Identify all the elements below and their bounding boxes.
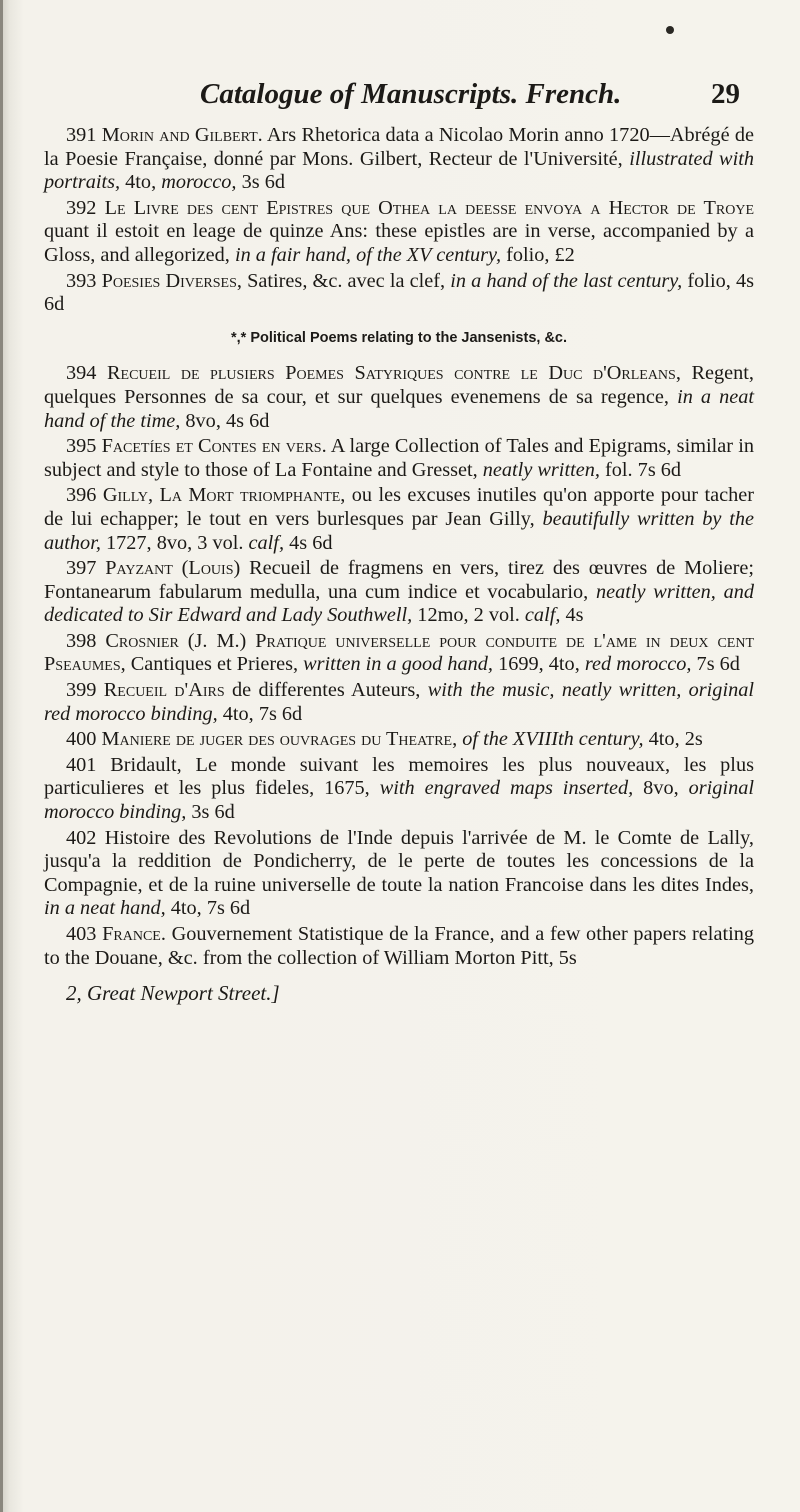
entry-tail-2: 3s 6d [236, 171, 285, 194]
entry-heading: Recueil de plusiers Poemes Satyriques contre le Duc d'Orleans, [106, 362, 681, 385]
entry-tail: 8vo, [633, 777, 689, 800]
entry-text: Recueil de fragmens en vers, tirez des œuvres de Moliere; Fontanearum fabularum medulla, una cum indice et vocabulario, [44, 557, 754, 603]
entry-number: 398 [66, 629, 97, 652]
entry-number: 397 [66, 557, 97, 580]
entry-heading: Recueil d'Airs [103, 679, 225, 702]
entry-number: 402 [66, 826, 97, 849]
catalogue-entry [44, 124, 754, 195]
entry-text: quant il estoit en leage de quinze Ans: these epistles are in verse, accompanied by a Gloss, and allegorized, [44, 220, 754, 266]
entry-tail-2: 4s 6d [284, 531, 333, 554]
entry-number: 391 [66, 124, 97, 146]
entry-heading: Gilly, La Mort triomphante, [102, 484, 346, 507]
catalogue-entry [44, 270, 754, 317]
entry-tail: 1727, 8vo, 3 vol. [100, 531, 249, 554]
entry-italic-2: calf, [248, 531, 285, 554]
entry-heading: France. [102, 923, 166, 945]
entry-text: Cantiques et Prieres, [125, 653, 304, 676]
section-note: *,* Political Poems relating to the Jansenists, &c. [230, 329, 568, 346]
entry-text: de differentes Auteurs, [224, 679, 428, 702]
entry-tail: 8vo, 4s 6d [180, 409, 270, 432]
entry-tail: fol. 7s 6d [599, 458, 682, 481]
entry-tail: folio, £2 [501, 243, 575, 266]
entry-heading: Payzant (Louis) [105, 557, 241, 580]
entry-number: 392 [66, 196, 97, 219]
entry-heading: Le Livre des cent Epistres que Othea la deesse envoya a Hector de Troye [104, 196, 754, 219]
entry-heading: Poesies Diverses, [101, 269, 242, 292]
entry-number: 400 [66, 728, 97, 751]
entry-italic: of the XVIIIth century, [462, 728, 644, 751]
entry-italic-2: red morocco, [584, 653, 692, 676]
header-title: Catalogue of Manuscripts. French. [200, 78, 622, 110]
entries-group-1 [44, 124, 754, 317]
entry-text: A large Collection of Tales and Epigrams, similar in subject and style to those of La Fontaine and Gresset, [44, 435, 755, 481]
catalogue-entry [44, 754, 754, 825]
entry-text: Bridault, Le monde suivant les memoires les plus nouveaux, les plus particulieres et les plus fideles, 1675, [44, 753, 754, 800]
entry-italic: in a fair hand, of the XV century, [234, 243, 502, 266]
entry-number: 396 [66, 484, 97, 507]
entry-text: Satires, &c. avec la clef, [241, 269, 451, 292]
entry-tail: 4to, 7s 6d [217, 702, 303, 725]
entry-heading: Crosnier (J. M.) Pratique universelle pour conduite de l'ame in deux cent Pseaumes, [44, 629, 755, 676]
entry-number: 394 [66, 362, 97, 385]
entry-tail-2: 7s 6d [691, 653, 740, 676]
entry-italic: neatly written, and dedicated to Sir Edward and Lady Southwell, [44, 580, 755, 627]
entry-number: 395 [66, 435, 97, 458]
entry-tail: 12mo, 2 vol. [412, 604, 525, 627]
entry-italic: written in a good hand, [303, 653, 493, 676]
entry-tail: 4to, 2s [643, 728, 703, 751]
entry-tail: 1699, 4to, [493, 653, 585, 676]
entry-italic: illustrated with portraits, [44, 147, 754, 194]
catalogue-entry [44, 827, 754, 921]
catalogue-entry [44, 362, 754, 433]
entry-number: 399 [66, 679, 97, 702]
entry-text: Ars Rhetorica data a Nicolao Morin anno 1720—Abrégé de la Poesie Française, donné par Mons. Gilbert, Recteur de l'Université, [44, 124, 754, 170]
entry-heading: Maniere de juger des ouvrages du Theatre, [101, 728, 458, 751]
ink-dot [666, 26, 674, 34]
catalogue-entry [44, 728, 754, 752]
page-number: 29 [711, 78, 740, 110]
entry-italic: beautifully written by the author, [44, 507, 754, 554]
catalogue-entry [44, 923, 754, 970]
catalogue-entry [44, 630, 754, 677]
entry-italic-2: original morocco binding, [44, 777, 754, 824]
entry-italic-2: morocco, [161, 171, 237, 194]
entry-tail: folio, 4s 6d [44, 269, 754, 316]
catalogue-entry [44, 435, 754, 482]
entry-text: Histoire des Revolutions de l'Inde depuis l'arrivée de M. le Comte de Lally, jusqu'a la reddition de Pondicherry, de le perte de toutes les concessions de la Compagnie, et de la ruine universelle de toute la nation Francoise dans les dites Indes, [44, 826, 755, 896]
footer-imprint [44, 982, 754, 1006]
entry-heading: Morin and Gilbert. [101, 124, 263, 146]
entry-tail-2: 3s 6d [186, 801, 235, 824]
catalogue-body [44, 124, 754, 1027]
catalogue-entry [44, 197, 754, 268]
entry-number: 401 [66, 753, 97, 776]
entry-italic: in a neat hand of the time, [44, 385, 754, 432]
entry-text: Gouvernement Statistique de la France, and a few other papers relating to the Douane, &c. from the collection of William Morton Pitt, 5s [44, 923, 754, 969]
footer-text: 2, Great Newport Street.] [66, 981, 280, 1006]
catalogue-entry [44, 557, 754, 628]
catalogue-entry [44, 484, 754, 555]
entry-tail-2: 4s [560, 604, 584, 627]
entry-number: 403 [66, 923, 97, 945]
entry-heading: Facetíes et Contes en vers. [101, 435, 327, 458]
entry-italic: neatly written, [482, 458, 600, 481]
catalogue-entry [44, 679, 754, 726]
entry-tail: 4to, [120, 171, 162, 194]
entry-number: 393 [66, 269, 97, 292]
entry-italic-2: calf, [524, 604, 561, 627]
page-gutter [0, 0, 3, 1512]
entries-group-2 [44, 362, 754, 970]
entry-italic: with the music, neatly written, original red morocco binding, [44, 679, 754, 725]
entry-italic: in a neat hand, [44, 897, 166, 920]
entry-italic: in a hand of the last century, [450, 269, 683, 292]
entry-tail: 4to, 7s 6d [165, 897, 251, 920]
entry-text: Regent, quelques Personnes de sa cour, et sur quelques evenemens de sa regence, [44, 362, 754, 408]
entry-italic: with engraved maps inserted, [379, 777, 634, 800]
entry-text: ou les excuses inutiles qu'on apporte pour tacher de lui echapper; le tout en vers burlesques par Jean Gilly, [44, 484, 755, 530]
running-header [200, 78, 740, 118]
